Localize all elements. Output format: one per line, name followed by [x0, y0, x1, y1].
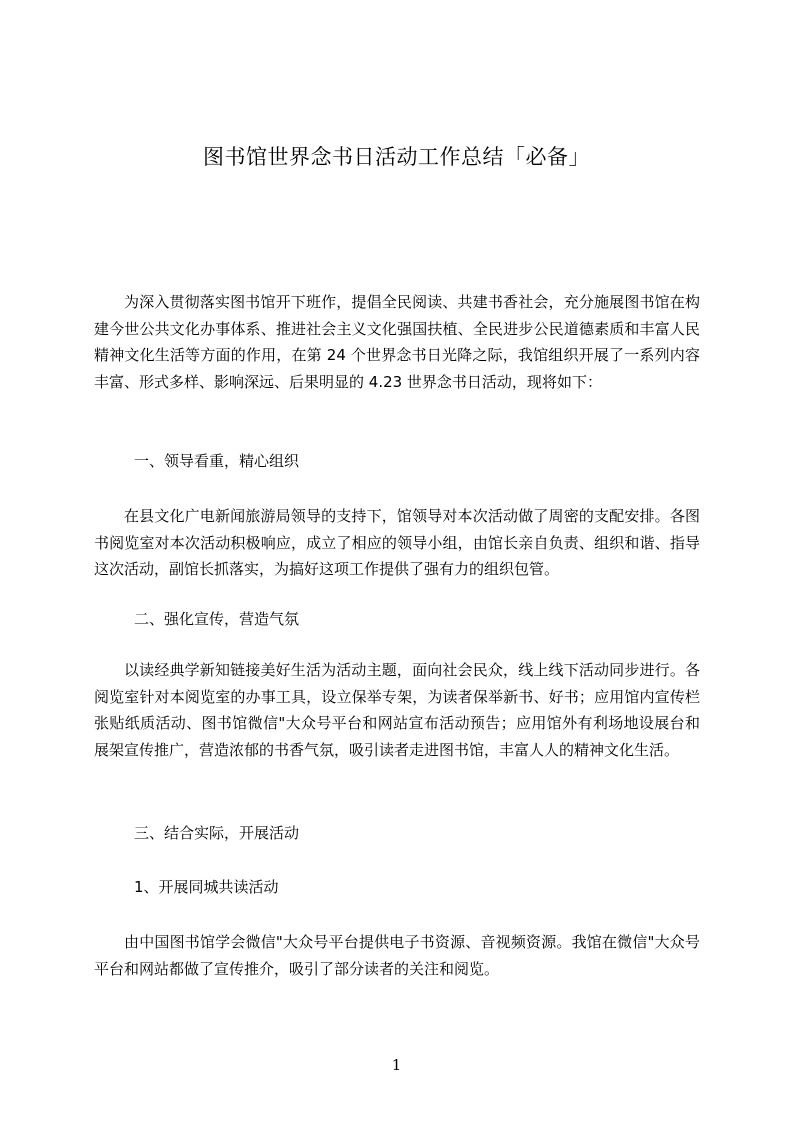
section-1-paragraph: 在县文化广电新闻旅游局领导的支持下，馆领导对本次活动做了周密的支配安排。各图书阅览室对本次活动积极响应，成立了相应的领导小组，由馆长亲自负责、组织和谐、指导这次活动，副馆长抓落实，为搞好这项工作提供了强有力的组织包管。	[94, 507, 700, 578]
page-number: 1	[391, 1056, 402, 1074]
subsection-1-heading: 1、开展同城共读活动	[134, 878, 279, 896]
intro-paragraph-block	[94, 289, 700, 395]
section-3-heading: 三、结合实际，开展活动	[134, 824, 300, 842]
subsection-1-paragraph: 由中国图书馆学会微信"大众号平台提供电子书资源、音视频资源。我馆在微信"大众号平台和网站都做了宣传推介，吸引了部分读者的关注和阅览。	[94, 933, 700, 978]
intro-paragraph: 为深入贯彻落实图书馆开下班作，提倡全民阅读、共建书香社会，充分施展图书馆在构建今世公共文化办事体系、推进社会主义文化强国扶植、全民进步公民道德素质和丰富人民精神文化生活等方面的作用，在第 24 个世界念书日光降之际，我馆组织开展了一系列内容丰富、形式多样、影响深远、后果明显的 4.23 世界念书日活动，现将如下：	[94, 293, 700, 391]
section-2-heading: 二、强化宣传，营造气氛	[134, 610, 300, 628]
section-1-heading: 一、领导看重，精心组织	[134, 452, 300, 470]
section-2-paragraph: 以读经典学新知链接美好生活为活动主题，面向社会民众，线上线下活动同步进行。各阅览室针对本阅览室的办事工具，设立保举专架，为读者保举新书、好书；应用馆内宣传栏张贴纸质活动、图书馆微信"大众号平台和网站宣布活动预告；应用馆外有利场地设展台和展架宣传推广，营造浓郁的书香气氛，吸引读者走进图书馆，丰富人人的精神文化生活。	[94, 661, 700, 759]
subsection-1-paragraph-block	[94, 929, 700, 982]
document-title: 图书馆世界念书日活动工作总结「必备」	[203, 145, 590, 169]
section-1-paragraph-block	[94, 503, 700, 583]
section-2-paragraph-block	[94, 657, 700, 763]
